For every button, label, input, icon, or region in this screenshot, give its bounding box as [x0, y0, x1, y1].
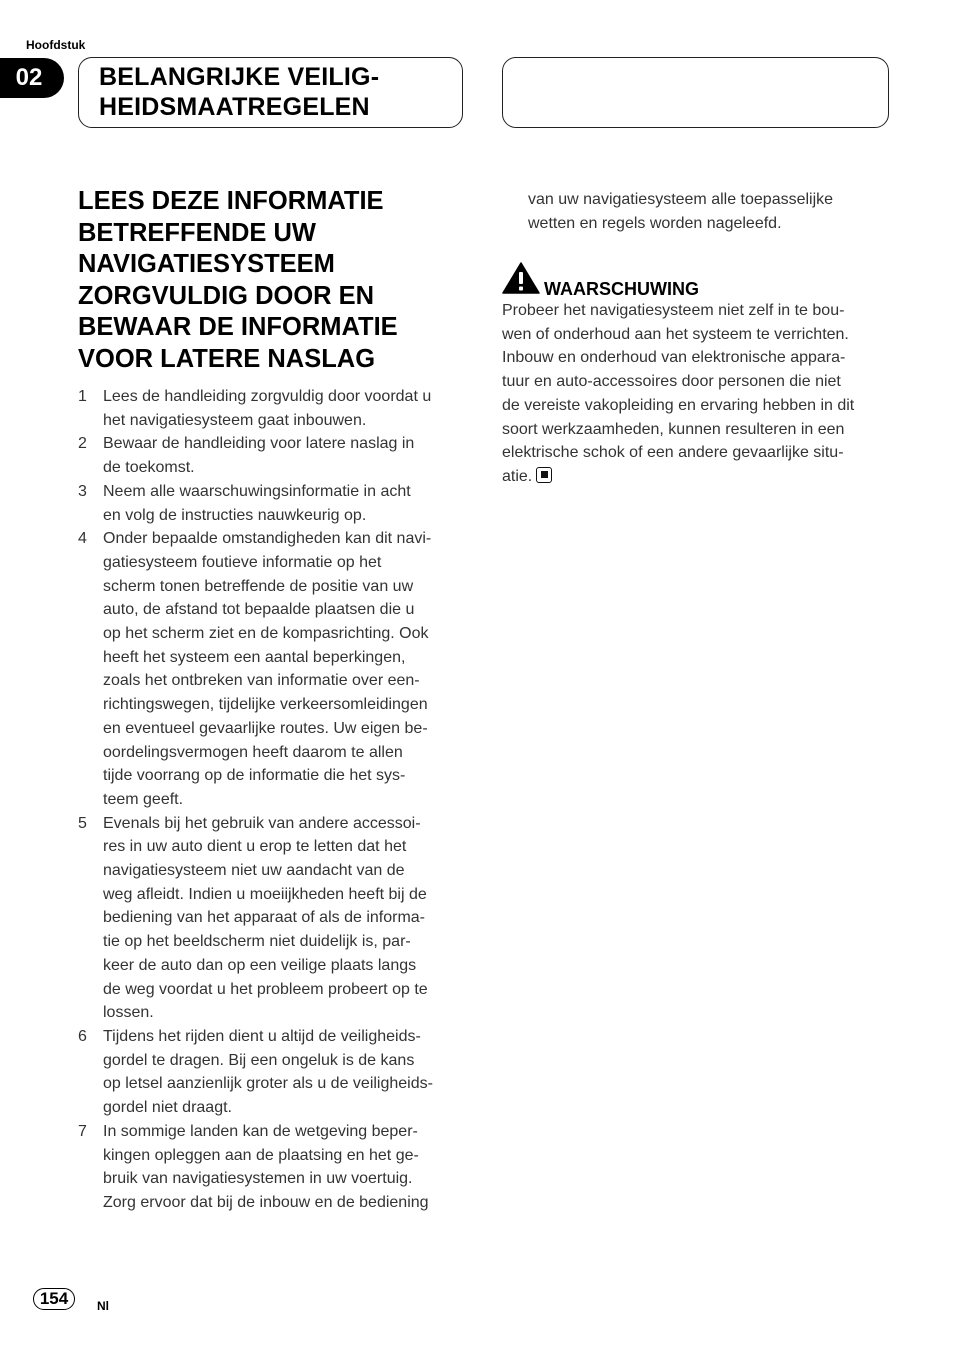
list-item-number: 6	[78, 1027, 87, 1045]
section-title-line: BELANGRIJKE VEILIG-	[99, 63, 380, 91]
list-item-line: Onder bepaalde omstandigheden kan dit navi-	[103, 530, 432, 548]
warning-line: atie.	[502, 467, 533, 485]
warning-title: WAARSCHUWING	[544, 279, 699, 299]
list-item-line: In sommige landen kan de wetgeving beper-	[103, 1122, 418, 1140]
list-item-line: oordelingsvermogen heeft daarom te allen	[103, 743, 403, 761]
numbered-list	[78, 385, 473, 1215]
list-item-line: Lees de handleiding zorgvuldig door voordat u	[103, 388, 432, 405]
chapter-number-tab: 02	[0, 58, 64, 98]
continuation-line: wetten en regels worden nageleefd.	[528, 214, 782, 232]
list-item-line: op letsel aanzienlijk groter als u de veiligheids-	[103, 1075, 433, 1093]
list-item-line: heeft het systeem een aantal beperkingen,	[103, 648, 406, 666]
list-item	[78, 432, 473, 479]
chapter-label: Hoofdstuk	[26, 38, 86, 52]
warning-line: elektrische schok of een andere gevaarlijke situ-	[502, 444, 844, 462]
continuation-line: van uw navigatiesysteem alle toepasselijke	[528, 191, 834, 208]
list-item-line: en volg de instructies nauwkeurig op.	[103, 506, 367, 524]
list-item-number: 1	[78, 388, 87, 405]
list-item-line: gatiesysteem foutieve informatie op het	[103, 553, 382, 571]
list-item-line: gordel te dragen. Bij een ongeluk is de kans	[103, 1051, 415, 1069]
list-continuation	[528, 188, 908, 235]
list-item-line: keer de auto dan op een veilige plaats langs	[103, 956, 417, 974]
list-item-number: 5	[78, 814, 87, 832]
list-item-line: bediening van het apparaat of als de informa-	[103, 909, 425, 927]
list-item-line: weg afleidt. Indien u moeiijkheden heeft bij de	[103, 885, 427, 903]
list-item-line: Evenals bij het gebruik van andere accessoi-	[103, 814, 421, 832]
warning-line: Probeer het navigatiesysteem niet zelf in te bou-	[502, 302, 845, 319]
list-item-line: tie op het beeldscherm niet duidelijk is, par-	[103, 933, 411, 951]
list-item-line: zoals het ontbreken van informatie over een-	[103, 672, 420, 690]
heading-line: BEWAAR DE INFORMATIE	[78, 313, 398, 342]
list-item	[78, 385, 473, 432]
list-item-line: lossen.	[103, 1004, 154, 1022]
list-item-line: auto, de afstand tot bepaalde plaatsen die u	[103, 601, 415, 619]
list-item-line: en eventueel gevaarlijke routes. Uw eigen be-	[103, 719, 428, 737]
list-item-line: richtingswegen, tijdelijke verkeersomleidingen	[103, 696, 428, 714]
list-item-line: navigatiesysteem niet uw aandacht van de	[103, 862, 405, 880]
list-item-line: teem geeft.	[103, 790, 184, 808]
language-code: Nl	[97, 1299, 109, 1313]
list-item	[78, 527, 473, 811]
list-item-line: Zorg ervoor dat bij de inbouw en de bediening	[103, 1193, 429, 1211]
list-item-line: de weg voordat u het probleem probeert op te	[103, 980, 428, 998]
heading-line: VOOR LATERE NASLAG	[78, 344, 376, 373]
list-item-number: 4	[78, 530, 87, 548]
warning-line: de vereiste vakopleiding en ervaring hebben in dit	[502, 396, 855, 414]
list-item-line: tijde voorrang op de informatie die het sys-	[103, 767, 406, 785]
list-item-number: 7	[78, 1122, 87, 1140]
list-item-number: 2	[78, 435, 87, 453]
list-item-line: kingen opleggen aan de plaatsing en het ge-	[103, 1146, 419, 1164]
list-item	[78, 1025, 473, 1120]
list-item-line: de toekomst.	[103, 459, 195, 477]
list-item-line: Bewaar de handleiding voor latere naslag in	[103, 435, 415, 453]
list-item-line: scherm tonen betreffende de positie van uw	[103, 577, 414, 595]
list-item-line: Tijdens het rijden dient u altijd de veiligheids-	[103, 1027, 421, 1045]
section-title-line: HEIDSMAATREGELEN	[99, 93, 370, 121]
heading-line: LEES DEZE INFORMATIE	[78, 187, 384, 215]
list-item-line: het navigatiesysteem gaat inbouwen.	[103, 411, 367, 429]
list-item	[78, 1120, 473, 1215]
warning-line: Inbouw en onderhoud van elektronische appara-	[502, 349, 846, 367]
heading-line: NAVIGATIESYSTEEM	[78, 250, 335, 279]
main-heading	[78, 186, 468, 376]
page-number: 154	[33, 1288, 75, 1310]
section-title-box	[78, 57, 463, 128]
list-item	[78, 480, 473, 527]
list-item-line: op het scherm ziet en de kompasrichting. Ook	[103, 625, 429, 643]
warning-body	[502, 299, 902, 489]
warning-heading	[502, 262, 699, 299]
list-item-number: 3	[78, 482, 87, 500]
list-item	[78, 812, 473, 1025]
warning-line: wen of onderhoud aan het systeem te verrichten.	[502, 325, 849, 343]
warning-line-last	[502, 465, 902, 489]
warning-line: tuur en auto-accessoires door personen die niet	[502, 373, 841, 391]
warning-triangle-icon	[502, 262, 540, 299]
heading-line: BETREFFENDE UW	[78, 218, 316, 247]
list-item-line: bruik van navigatiesystemen in uw voertuig.	[103, 1170, 413, 1188]
list-item-line: Neem alle waarschuwingsinformatie in acht	[103, 482, 411, 500]
end-of-section-icon	[536, 467, 552, 483]
heading-line: ZORGVULDIG DOOR EN	[78, 281, 375, 310]
warning-line: soort werkzaamheden, kunnen resulteren in een	[502, 420, 845, 438]
list-item-line: res in uw auto dient u erop te letten dat het	[103, 838, 407, 856]
list-item-line: gordel niet draagt.	[103, 1099, 232, 1117]
empty-header-box	[502, 57, 889, 128]
